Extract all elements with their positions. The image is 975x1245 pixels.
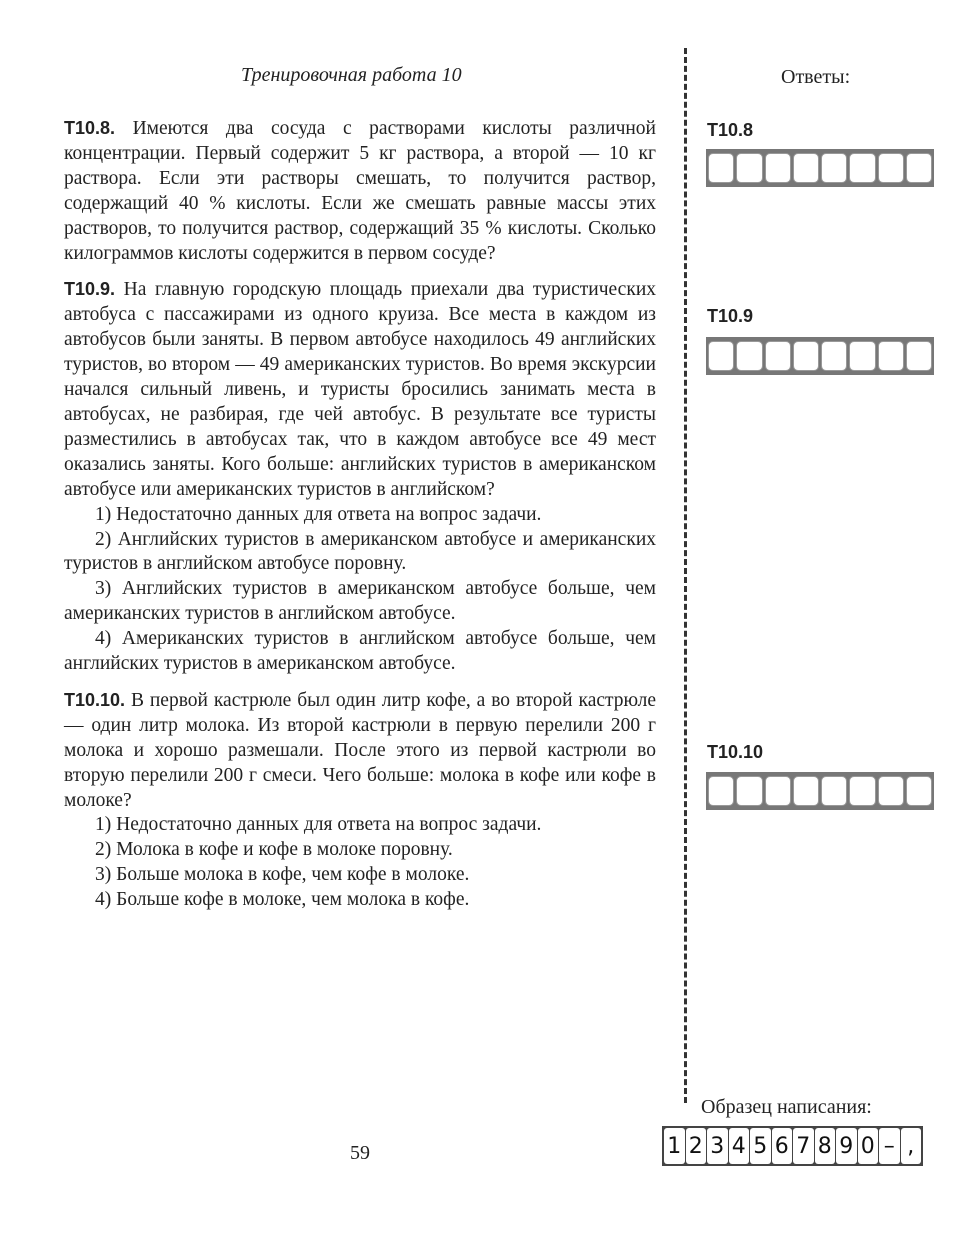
answer-option: 2) Молока в кофе и кофе в молоке поровну. [95, 839, 453, 861]
problems-column [64, 116, 656, 924]
sample-char: 4 [729, 1128, 750, 1164]
answers-header: Ответы: [781, 66, 851, 88]
answer-box-t10-9[interactable] [706, 337, 934, 375]
sample-char: 6 [772, 1128, 793, 1164]
answer-option: 3) Больше молока в кофе, чем кофе в молоке. [95, 864, 470, 886]
answer-box-t10-8[interactable] [706, 149, 934, 187]
sample-char: 8 [815, 1128, 836, 1164]
problem-t10-9 [64, 277, 656, 677]
problem-id: T10.8. [64, 118, 116, 138]
problem-id: T10.9. [64, 279, 116, 300]
page-header-title: Тренировочная работа 10 [241, 64, 462, 86]
problem-id: T10.10. [64, 689, 126, 710]
sample-char: 1 [664, 1128, 685, 1164]
sample-char: 3 [707, 1128, 728, 1164]
answer-label-t10-10: T10.10 [707, 742, 764, 762]
problem-text: На главную городскую площадь приехали два туристических автобуса с пассажирами из одного круиза. Все места в каждом из автобусов были заняты. В первом автобусе находилось 49 английских туристов, во втором — 49 американских туристов. Во время экскурсии начался сильный ливень, и туристы бросились занимать места в автобусах, не разбирая, где чей автобус. В результате все туристы разместились в автобусах так, что в каждом автобусе все 49 мест оказались заняты. Кого больше: английских туристов в американском автобусе или американских туристов в английском? [64, 279, 656, 500]
answer-option: 2) Английских туристов в американском автобусе и американских туристов в английском автобусе поровну. [64, 528, 656, 575]
answer-option: 4) Американских туристов в английском автобусе больше, чем английских туристов в американском автобусе. [64, 628, 656, 675]
problem-text: В первой кастрюле был один литр кофе, а во второй кастрюле — один литр молока. Из второй кастрюли в первую перелили 200 г молока и хорошо размешали. После этого из первой кастрюли во вторую перелили 200 г смеси. Чего больше: молока в кофе или кофе в молоке? [64, 689, 656, 811]
answer-option: 1) Недостаточно данных для ответа на вопрос задачи. [95, 814, 542, 836]
answer-option: 4) Больше кофе в молоке, чем молока в кофе. [95, 889, 470, 911]
page-number: 59 [350, 1142, 370, 1164]
sample-char: 2 [686, 1128, 707, 1164]
dashed-divider [684, 48, 687, 1103]
sample-char: 0 [858, 1128, 879, 1164]
answer-label-t10-8: T10.8 [707, 120, 754, 140]
problem-t10-10 [64, 688, 656, 913]
sample-char: 5 [750, 1128, 771, 1164]
answer-option: 1) Недостаточно данных для ответа на вопрос задачи. [95, 503, 542, 525]
answer-box-t10-10[interactable] [706, 772, 934, 810]
problem-t10-8 [64, 116, 656, 266]
sample-char: – [879, 1128, 900, 1164]
answer-option: 3) Английских туристов в американском автобусе больше, чем американских туристов в английском автобусе. [64, 578, 656, 625]
sample-writing-box [662, 1126, 923, 1166]
answer-label-t10-9: T10.9 [707, 306, 754, 326]
sample-char: , [901, 1128, 922, 1164]
sample-char: 9 [836, 1128, 857, 1164]
problem-text: Имеются два сосуда с растворами кислоты различной концентрации. Первый содержит 5 кг раствора, а второй — 10 кг раствора. Если эти растворы смешать, то получится раствор, содержащий 40 % кислоты. Если же смешать равные массы этих растворов, то получится раствор, содержащий 35 % кислоты. Сколько килограммов кислоты содержится в первом сосуде? [64, 118, 656, 264]
sample-label: Образец написания: [701, 1096, 872, 1118]
sample-char: 7 [793, 1128, 814, 1164]
